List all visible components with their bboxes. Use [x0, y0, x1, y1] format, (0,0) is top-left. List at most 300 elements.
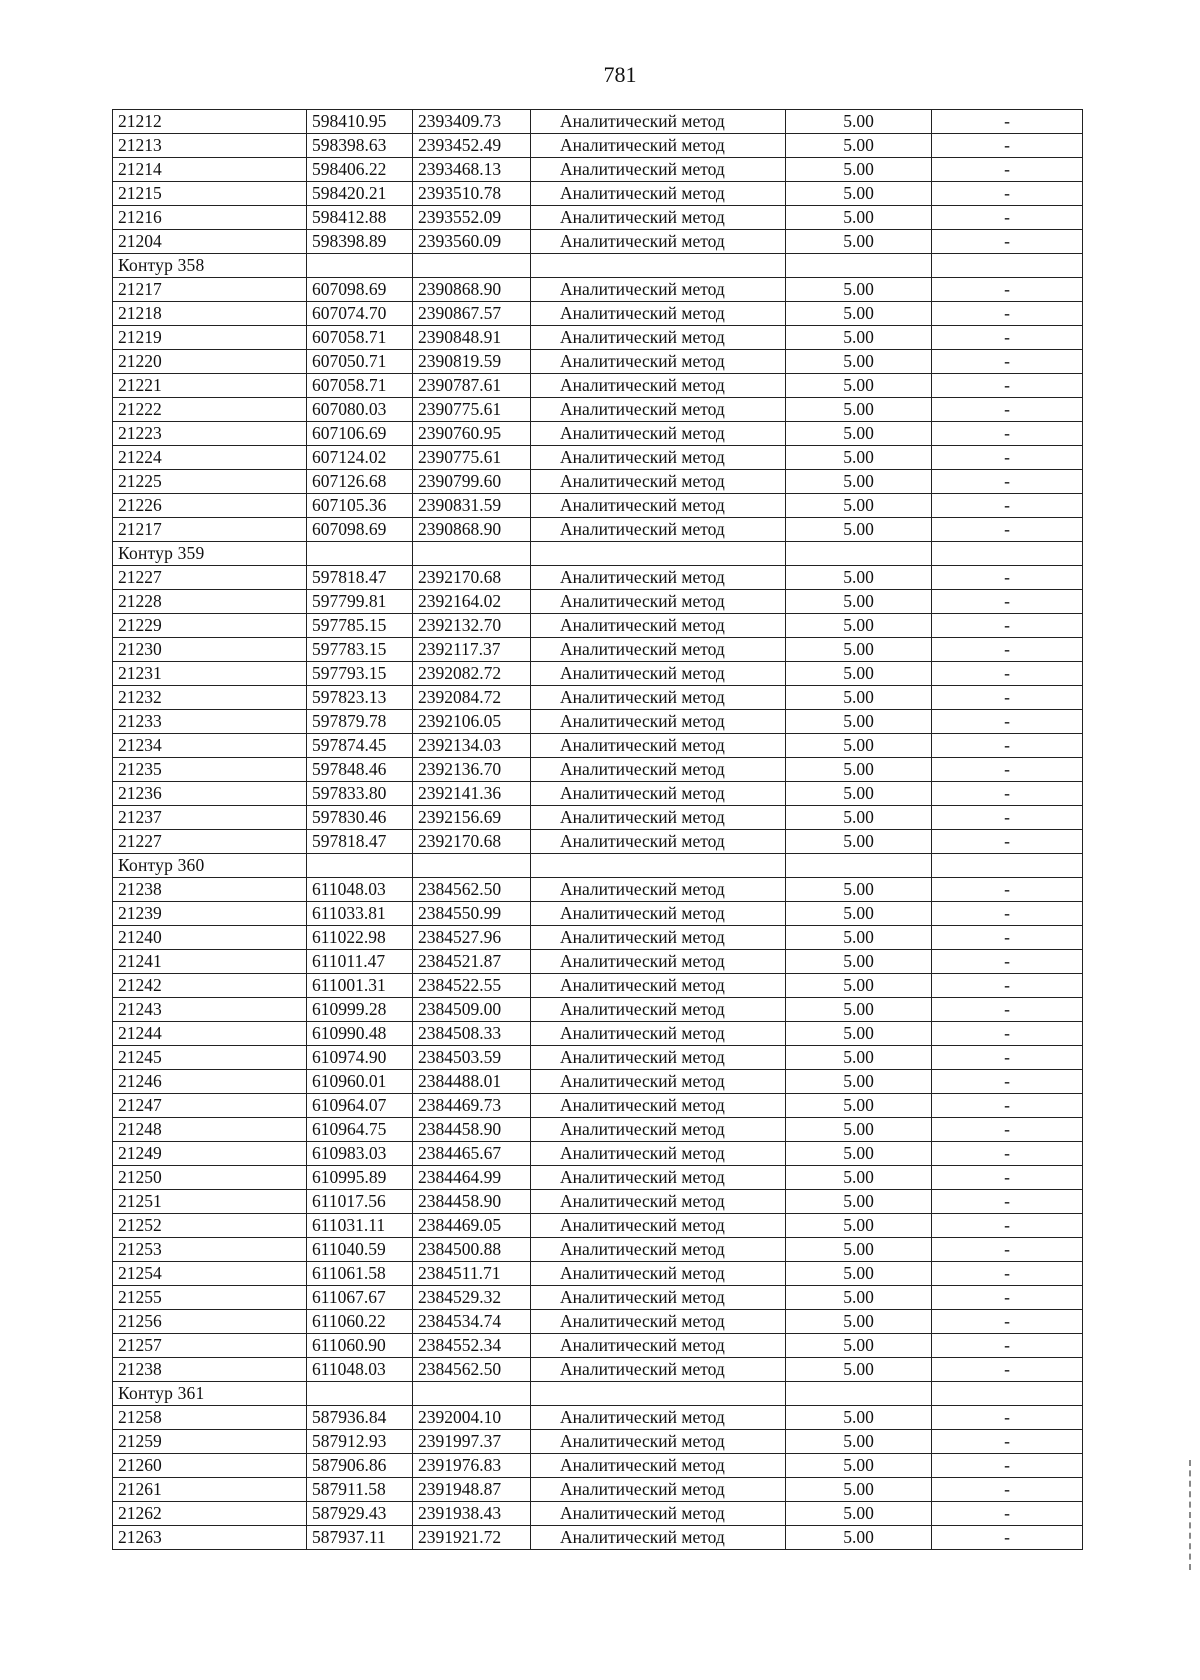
point-id-cell: 21230 [113, 638, 307, 662]
table-row [113, 1214, 1083, 1238]
x-coordinate-cell: 597833.80 [307, 782, 413, 806]
table-row [113, 518, 1083, 542]
accuracy-cell: 5.00 [786, 926, 932, 950]
y-coordinate-cell: 2392106.05 [413, 710, 531, 734]
y-coordinate-cell: 2384508.33 [413, 1022, 531, 1046]
accuracy-cell: 5.00 [786, 206, 932, 230]
accuracy-cell: 5.00 [786, 878, 932, 902]
x-coordinate-cell: 607126.68 [307, 470, 413, 494]
point-id-cell: 21252 [113, 1214, 307, 1238]
point-id-cell: 21224 [113, 446, 307, 470]
table-row [113, 1454, 1083, 1478]
x-coordinate-cell: 597793.15 [307, 662, 413, 686]
table-row [113, 1430, 1083, 1454]
table-row [113, 350, 1083, 374]
table-row [113, 1334, 1083, 1358]
table-row [113, 1046, 1083, 1070]
accuracy-cell: 5.00 [786, 998, 932, 1022]
x-coordinate-cell: 607050.71 [307, 350, 413, 374]
table-row [113, 638, 1083, 662]
y-coordinate-cell: 2393409.73 [413, 110, 531, 134]
dash-cell: - [932, 1262, 1083, 1286]
point-id-cell: 21233 [113, 710, 307, 734]
table-row [113, 902, 1083, 926]
accuracy-cell: 5.00 [786, 1238, 932, 1262]
accuracy-cell: 5.00 [786, 182, 932, 206]
table-row [113, 182, 1083, 206]
point-id-cell: 21242 [113, 974, 307, 998]
contour-header-row [113, 254, 1083, 278]
x-coordinate-cell: 611031.11 [307, 1214, 413, 1238]
dash-cell: - [932, 950, 1083, 974]
table-row [113, 950, 1083, 974]
method-cell: Аналитический метод [531, 374, 786, 398]
dash-cell: - [932, 878, 1083, 902]
point-id-cell: 21228 [113, 590, 307, 614]
dash-cell: - [932, 662, 1083, 686]
accuracy-cell: 5.00 [786, 446, 932, 470]
dash-cell: - [932, 422, 1083, 446]
method-cell: Аналитический метод [531, 350, 786, 374]
y-coordinate-cell: 2384469.73 [413, 1094, 531, 1118]
point-id-cell: 21239 [113, 902, 307, 926]
method-cell: Аналитический метод [531, 974, 786, 998]
y-coordinate-cell: 2384488.01 [413, 1070, 531, 1094]
method-cell: Аналитический метод [531, 1286, 786, 1310]
y-coordinate-cell: 2393468.13 [413, 158, 531, 182]
method-cell: Аналитический метод [531, 326, 786, 350]
y-coordinate-cell: 2392136.70 [413, 758, 531, 782]
method-cell: Аналитический метод [531, 158, 786, 182]
y-coordinate-cell: 2384521.87 [413, 950, 531, 974]
contour-header-row [113, 542, 1083, 566]
accuracy-cell: 5.00 [786, 950, 932, 974]
point-id-cell: 21204 [113, 230, 307, 254]
x-coordinate-cell: 611061.58 [307, 1262, 413, 1286]
table-row [113, 1262, 1083, 1286]
dash-cell: - [932, 1166, 1083, 1190]
point-id-cell: 21229 [113, 614, 307, 638]
method-cell: Аналитический метод [531, 758, 786, 782]
x-coordinate-cell: 587912.93 [307, 1430, 413, 1454]
table-row [113, 926, 1083, 950]
method-cell: Аналитический метод [531, 446, 786, 470]
y-coordinate-cell: 2393560.09 [413, 230, 531, 254]
method-cell: Аналитический метод [531, 1022, 786, 1046]
x-coordinate-cell: 611017.56 [307, 1190, 413, 1214]
x-coordinate-cell: 598398.89 [307, 230, 413, 254]
empty-cell [786, 854, 932, 878]
table-row [113, 1118, 1083, 1142]
accuracy-cell: 5.00 [786, 470, 932, 494]
empty-cell [786, 542, 932, 566]
dash-cell: - [932, 902, 1083, 926]
method-cell: Аналитический метод [531, 230, 786, 254]
method-cell: Аналитический метод [531, 782, 786, 806]
method-cell: Аналитический метод [531, 1070, 786, 1094]
accuracy-cell: 5.00 [786, 1190, 932, 1214]
y-coordinate-cell: 2390799.60 [413, 470, 531, 494]
point-id-cell: 21244 [113, 1022, 307, 1046]
empty-cell [413, 854, 531, 878]
accuracy-cell: 5.00 [786, 1286, 932, 1310]
x-coordinate-cell: 598398.63 [307, 134, 413, 158]
point-id-cell: 21259 [113, 1430, 307, 1454]
accuracy-cell: 5.00 [786, 1526, 932, 1550]
accuracy-cell: 5.00 [786, 422, 932, 446]
accuracy-cell: 5.00 [786, 278, 932, 302]
x-coordinate-cell: 610964.75 [307, 1118, 413, 1142]
accuracy-cell: 5.00 [786, 1070, 932, 1094]
dash-cell: - [932, 1046, 1083, 1070]
point-id-cell: 21247 [113, 1094, 307, 1118]
table-row [113, 134, 1083, 158]
x-coordinate-cell: 607105.36 [307, 494, 413, 518]
x-coordinate-cell: 607074.70 [307, 302, 413, 326]
dash-cell: - [932, 686, 1083, 710]
empty-cell [932, 542, 1083, 566]
method-cell: Аналитический метод [531, 734, 786, 758]
point-id-cell: 21236 [113, 782, 307, 806]
method-cell: Аналитический метод [531, 398, 786, 422]
dash-cell: - [932, 446, 1083, 470]
table-row [113, 206, 1083, 230]
method-cell: Аналитический метод [531, 494, 786, 518]
x-coordinate-cell: 597874.45 [307, 734, 413, 758]
x-coordinate-cell: 610964.07 [307, 1094, 413, 1118]
dash-cell: - [932, 566, 1083, 590]
y-coordinate-cell: 2391997.37 [413, 1430, 531, 1454]
y-coordinate-cell: 2392156.69 [413, 806, 531, 830]
method-cell: Аналитический метод [531, 182, 786, 206]
accuracy-cell: 5.00 [786, 686, 932, 710]
table-row [113, 1526, 1083, 1550]
y-coordinate-cell: 2390819.59 [413, 350, 531, 374]
method-cell: Аналитический метод [531, 1526, 786, 1550]
accuracy-cell: 5.00 [786, 1334, 932, 1358]
dash-cell: - [932, 1214, 1083, 1238]
accuracy-cell: 5.00 [786, 662, 932, 686]
method-cell: Аналитический метод [531, 1142, 786, 1166]
table-row [113, 590, 1083, 614]
point-id-cell: 21223 [113, 422, 307, 446]
dash-cell: - [932, 1070, 1083, 1094]
table-row [113, 374, 1083, 398]
point-id-cell: 21234 [113, 734, 307, 758]
coordinates-table-body [113, 110, 1083, 1550]
y-coordinate-cell: 2392004.10 [413, 1406, 531, 1430]
dash-cell: - [932, 1310, 1083, 1334]
method-cell: Аналитический метод [531, 710, 786, 734]
point-id-cell: 21256 [113, 1310, 307, 1334]
y-coordinate-cell: 2384458.90 [413, 1190, 531, 1214]
table-row [113, 662, 1083, 686]
y-coordinate-cell: 2384509.00 [413, 998, 531, 1022]
method-cell: Аналитический метод [531, 1358, 786, 1382]
table-row [113, 806, 1083, 830]
y-coordinate-cell: 2384522.55 [413, 974, 531, 998]
accuracy-cell: 5.00 [786, 590, 932, 614]
dash-cell: - [932, 758, 1083, 782]
point-id-cell: 21241 [113, 950, 307, 974]
method-cell: Аналитический метод [531, 1430, 786, 1454]
accuracy-cell: 5.00 [786, 1502, 932, 1526]
x-coordinate-cell: 598420.21 [307, 182, 413, 206]
x-coordinate-cell: 607098.69 [307, 518, 413, 542]
x-coordinate-cell: 607098.69 [307, 278, 413, 302]
method-cell: Аналитический метод [531, 1166, 786, 1190]
accuracy-cell: 5.00 [786, 1406, 932, 1430]
accuracy-cell: 5.00 [786, 974, 932, 998]
point-id-cell: 21250 [113, 1166, 307, 1190]
accuracy-cell: 5.00 [786, 1430, 932, 1454]
point-id-cell: 21258 [113, 1406, 307, 1430]
accuracy-cell: 5.00 [786, 1142, 932, 1166]
method-cell: Аналитический метод [531, 1310, 786, 1334]
table-row [113, 446, 1083, 470]
table-row [113, 710, 1083, 734]
x-coordinate-cell: 587936.84 [307, 1406, 413, 1430]
method-cell: Аналитический метод [531, 926, 786, 950]
point-id-cell: 21219 [113, 326, 307, 350]
dash-cell: - [932, 278, 1083, 302]
accuracy-cell: 5.00 [786, 1310, 932, 1334]
accuracy-cell: 5.00 [786, 758, 932, 782]
empty-cell [531, 1382, 786, 1406]
method-cell: Аналитический метод [531, 1262, 786, 1286]
y-coordinate-cell: 2384458.90 [413, 1118, 531, 1142]
dash-cell: - [932, 1430, 1083, 1454]
x-coordinate-cell: 611048.03 [307, 878, 413, 902]
point-id-cell: 21231 [113, 662, 307, 686]
point-id-cell: 21249 [113, 1142, 307, 1166]
contour-header-row [113, 854, 1083, 878]
dash-cell: - [932, 1022, 1083, 1046]
x-coordinate-cell: 610960.01 [307, 1070, 413, 1094]
point-id-cell: 21260 [113, 1454, 307, 1478]
x-coordinate-cell: 607124.02 [307, 446, 413, 470]
accuracy-cell: 5.00 [786, 1118, 932, 1142]
empty-cell [413, 542, 531, 566]
accuracy-cell: 5.00 [786, 1478, 932, 1502]
y-coordinate-cell: 2384534.74 [413, 1310, 531, 1334]
x-coordinate-cell: 611022.98 [307, 926, 413, 950]
table-row [113, 734, 1083, 758]
x-coordinate-cell: 611067.67 [307, 1286, 413, 1310]
table-row [113, 974, 1083, 998]
point-id-cell: 21235 [113, 758, 307, 782]
x-coordinate-cell: 611001.31 [307, 974, 413, 998]
point-id-cell: 21246 [113, 1070, 307, 1094]
table-row [113, 1406, 1083, 1430]
y-coordinate-cell: 2391921.72 [413, 1526, 531, 1550]
accuracy-cell: 5.00 [786, 494, 932, 518]
x-coordinate-cell: 611011.47 [307, 950, 413, 974]
accuracy-cell: 5.00 [786, 1262, 932, 1286]
point-id-cell: 21237 [113, 806, 307, 830]
table-row [113, 758, 1083, 782]
point-id-cell: 21216 [113, 206, 307, 230]
accuracy-cell: 5.00 [786, 614, 932, 638]
dash-cell: - [932, 1238, 1083, 1262]
method-cell: Аналитический метод [531, 1046, 786, 1070]
method-cell: Аналитический метод [531, 638, 786, 662]
empty-cell [413, 254, 531, 278]
method-cell: Аналитический метод [531, 1502, 786, 1526]
contour-header-row [113, 1382, 1083, 1406]
point-id-cell: 21218 [113, 302, 307, 326]
contour-label: Контур 361 [113, 1382, 307, 1406]
table-row [113, 1238, 1083, 1262]
accuracy-cell: 5.00 [786, 350, 932, 374]
table-row [113, 1358, 1083, 1382]
x-coordinate-cell: 598410.95 [307, 110, 413, 134]
scan-margin-marks [1189, 1460, 1193, 1570]
x-coordinate-cell: 597879.78 [307, 710, 413, 734]
method-cell: Аналитический метод [531, 950, 786, 974]
accuracy-cell: 5.00 [786, 110, 932, 134]
point-id-cell: 21212 [113, 110, 307, 134]
dash-cell: - [932, 1286, 1083, 1310]
dash-cell: - [932, 206, 1083, 230]
method-cell: Аналитический метод [531, 1478, 786, 1502]
dash-cell: - [932, 614, 1083, 638]
method-cell: Аналитический метод [531, 830, 786, 854]
y-coordinate-cell: 2384511.71 [413, 1262, 531, 1286]
accuracy-cell: 5.00 [786, 302, 932, 326]
method-cell: Аналитический метод [531, 902, 786, 926]
dash-cell: - [932, 398, 1083, 422]
method-cell: Аналитический метод [531, 1454, 786, 1478]
y-coordinate-cell: 2384529.32 [413, 1286, 531, 1310]
table-row [113, 686, 1083, 710]
point-id-cell: 21225 [113, 470, 307, 494]
point-id-cell: 21215 [113, 182, 307, 206]
y-coordinate-cell: 2384503.59 [413, 1046, 531, 1070]
x-coordinate-cell: 607058.71 [307, 374, 413, 398]
y-coordinate-cell: 2390775.61 [413, 446, 531, 470]
dash-cell: - [932, 1118, 1083, 1142]
y-coordinate-cell: 2392141.36 [413, 782, 531, 806]
accuracy-cell: 5.00 [786, 710, 932, 734]
point-id-cell: 21255 [113, 1286, 307, 1310]
dash-cell: - [932, 1334, 1083, 1358]
x-coordinate-cell: 587937.11 [307, 1526, 413, 1550]
table-row [113, 1070, 1083, 1094]
method-cell: Аналитический метод [531, 1214, 786, 1238]
empty-cell [932, 854, 1083, 878]
table-row [113, 302, 1083, 326]
point-id-cell: 21245 [113, 1046, 307, 1070]
y-coordinate-cell: 2384465.67 [413, 1142, 531, 1166]
table-row [113, 1502, 1083, 1526]
empty-cell [531, 854, 786, 878]
y-coordinate-cell: 2384550.99 [413, 902, 531, 926]
y-coordinate-cell: 2392082.72 [413, 662, 531, 686]
method-cell: Аналитический метод [531, 278, 786, 302]
x-coordinate-cell: 607106.69 [307, 422, 413, 446]
y-coordinate-cell: 2390775.61 [413, 398, 531, 422]
dash-cell: - [932, 1142, 1083, 1166]
method-cell: Аналитический метод [531, 206, 786, 230]
table-row [113, 1094, 1083, 1118]
method-cell: Аналитический метод [531, 1118, 786, 1142]
x-coordinate-cell: 610995.89 [307, 1166, 413, 1190]
y-coordinate-cell: 2384469.05 [413, 1214, 531, 1238]
x-coordinate-cell: 598412.88 [307, 206, 413, 230]
accuracy-cell: 5.00 [786, 374, 932, 398]
y-coordinate-cell: 2390868.90 [413, 518, 531, 542]
table-row [113, 1286, 1083, 1310]
point-id-cell: 21214 [113, 158, 307, 182]
dash-cell: - [932, 974, 1083, 998]
x-coordinate-cell: 611060.22 [307, 1310, 413, 1334]
table-row [113, 1166, 1083, 1190]
method-cell: Аналитический метод [531, 1094, 786, 1118]
y-coordinate-cell: 2390867.57 [413, 302, 531, 326]
dash-cell: - [932, 134, 1083, 158]
accuracy-cell: 5.00 [786, 1166, 932, 1190]
table-row [113, 422, 1083, 446]
accuracy-cell: 5.00 [786, 158, 932, 182]
table-row [113, 614, 1083, 638]
dash-cell: - [932, 1454, 1083, 1478]
empty-cell [531, 542, 786, 566]
contour-label: Контур 360 [113, 854, 307, 878]
dash-cell: - [932, 158, 1083, 182]
method-cell: Аналитический метод [531, 1190, 786, 1214]
accuracy-cell: 5.00 [786, 134, 932, 158]
method-cell: Аналитический метод [531, 590, 786, 614]
coordinates-table [112, 109, 1083, 1550]
dash-cell: - [932, 806, 1083, 830]
x-coordinate-cell: 607058.71 [307, 326, 413, 350]
dash-cell: - [932, 518, 1083, 542]
point-id-cell: 21217 [113, 518, 307, 542]
method-cell: Аналитический метод [531, 878, 786, 902]
x-coordinate-cell: 597818.47 [307, 830, 413, 854]
point-id-cell: 21240 [113, 926, 307, 950]
table-row [113, 998, 1083, 1022]
x-coordinate-cell: 597818.47 [307, 566, 413, 590]
table-row [113, 326, 1083, 350]
accuracy-cell: 5.00 [786, 1358, 932, 1382]
x-coordinate-cell: 607080.03 [307, 398, 413, 422]
method-cell: Аналитический метод [531, 1334, 786, 1358]
dash-cell: - [932, 326, 1083, 350]
y-coordinate-cell: 2393510.78 [413, 182, 531, 206]
method-cell: Аналитический метод [531, 566, 786, 590]
point-id-cell: 21254 [113, 1262, 307, 1286]
accuracy-cell: 5.00 [786, 830, 932, 854]
method-cell: Аналитический метод [531, 518, 786, 542]
method-cell: Аналитический метод [531, 806, 786, 830]
dash-cell: - [932, 1526, 1083, 1550]
accuracy-cell: 5.00 [786, 806, 932, 830]
point-id-cell: 21257 [113, 1334, 307, 1358]
dash-cell: - [932, 494, 1083, 518]
x-coordinate-cell: 587929.43 [307, 1502, 413, 1526]
dash-cell: - [932, 374, 1083, 398]
empty-cell [932, 1382, 1083, 1406]
table-row [113, 1190, 1083, 1214]
point-id-cell: 21262 [113, 1502, 307, 1526]
point-id-cell: 21238 [113, 878, 307, 902]
y-coordinate-cell: 2392134.03 [413, 734, 531, 758]
point-id-cell: 21220 [113, 350, 307, 374]
y-coordinate-cell: 2384527.96 [413, 926, 531, 950]
x-coordinate-cell: 587911.58 [307, 1478, 413, 1502]
